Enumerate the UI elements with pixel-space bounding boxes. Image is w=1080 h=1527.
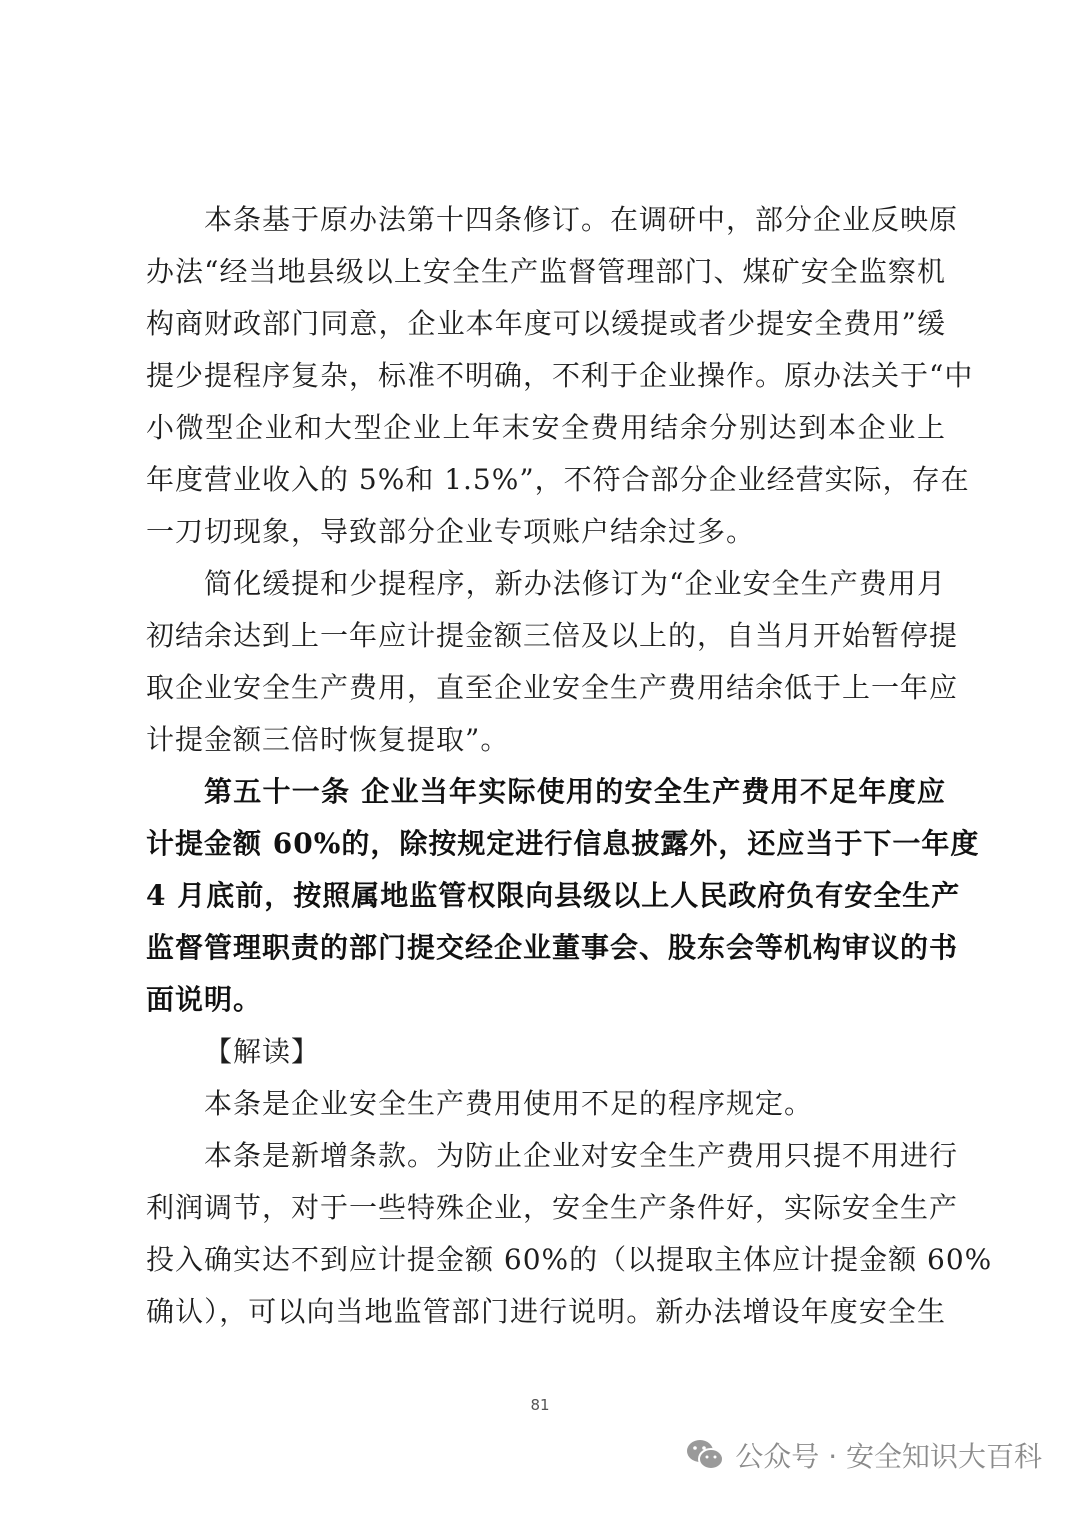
paragraph-line: 办法“经当地县级以上安全生产监督管理部门、煤矿安全监察机 xyxy=(146,255,946,288)
paragraph-line: 年度营业收入的 5%和 1.5%”，不符合部分企业经营实际，存在 xyxy=(146,463,970,496)
article-line: 第五十一条 企业当年实际使用的安全生产费用不足年度应 xyxy=(204,775,946,808)
paragraph-line: 投入确实达不到应计提金额 60%的（以提取主体应计提金额 60% xyxy=(146,1243,993,1276)
paragraph-line: 一刀切现象，导致部分企业专项账户结余过多。 xyxy=(146,515,756,548)
article-line: 计提金额 60%的，除按规定进行信息披露外，还应当于下一年度 xyxy=(146,827,980,860)
paragraph-line: 提少提程序复杂，标准不明确，不利于企业操作。原办法关于“中 xyxy=(146,359,974,392)
paragraph-line: 构商财政部门同意，企业本年度可以缓提或者少提安全费用”缓 xyxy=(146,307,946,340)
watermark-text: 公众号 · 安全知识大百科 xyxy=(735,1440,1042,1473)
paragraph-line: 取企业安全生产费用，直至企业安全生产费用结余低于上一年应 xyxy=(146,671,959,704)
paragraph-line: 本条是企业安全生产费用使用不足的程序规定。 xyxy=(204,1087,814,1120)
paragraph-line: 计提金额三倍时恢复提取”。 xyxy=(146,723,510,756)
paragraph-line: 确认），可以向当地监管部门进行说明。新办法增设年度安全生 xyxy=(146,1295,946,1328)
paragraph-line: 初结余达到上一年应计提金额三倍及以上的，自当月开始暂停提 xyxy=(146,619,959,652)
paragraph-line: 小微型企业和大型企业上年末安全费用结余分别达到本企业上 xyxy=(146,411,946,444)
paragraph-line: 利润调节，对于一些特殊企业，安全生产条件好，实际安全生产 xyxy=(146,1191,959,1224)
article-line: 面说明。 xyxy=(146,983,263,1016)
paragraph-line: 本条基于原办法第十四条修订。在调研中，部分企业反映原 xyxy=(204,203,959,236)
watermark xyxy=(685,1432,1042,1478)
article-line: 监督管理职责的部门提交经企业董事会、股东会等机构审议的书 xyxy=(146,931,959,964)
wechat-icon xyxy=(685,1438,725,1472)
paragraph-line: 简化缓提和少提程序，新办法修订为“企业安全生产费用月 xyxy=(204,567,946,600)
paragraph-line: 本条是新增条款。为防止企业对安全生产费用只提不用进行 xyxy=(204,1139,959,1172)
interpretation-heading: 【解读】 xyxy=(204,1035,321,1068)
page-number: 81 xyxy=(530,1396,550,1414)
article-line: 4 月底前，按照属地监管权限向县级以上人民政府负有安全生产 xyxy=(146,879,961,912)
